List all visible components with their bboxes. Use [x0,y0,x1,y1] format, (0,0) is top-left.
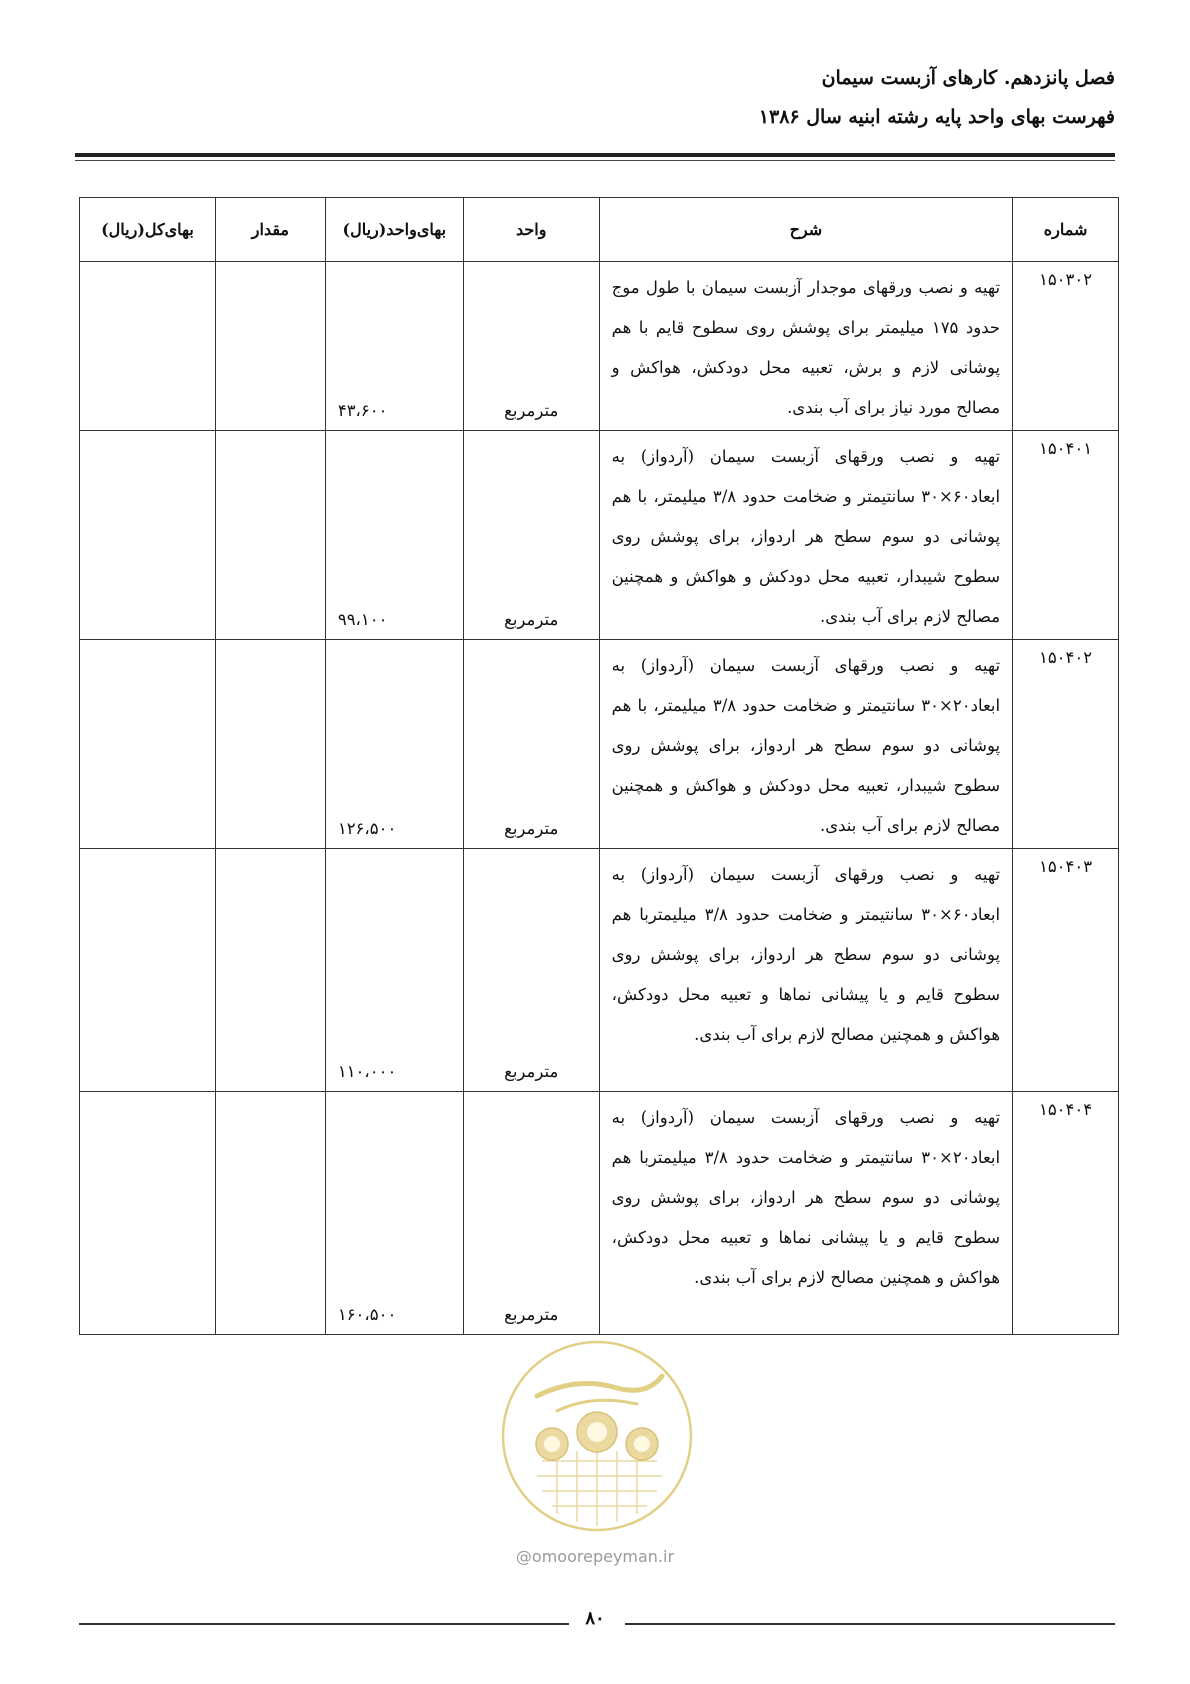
table-header-row [80,198,1119,262]
price-table [79,197,1119,1335]
item-quantity [215,431,325,640]
header-unit: واحد [463,198,599,262]
footer-rule-right [625,1623,1115,1625]
item-unit-price: ۴۳،۶۰۰ [325,262,463,431]
header-unit-price: بهای‌واحد(ریال) [325,198,463,262]
item-unit: مترمربع [463,640,599,849]
table-row [80,849,1119,1092]
item-total-price [80,431,216,640]
chapter-title: فصل پانزدهم. کارهای آزبست سیمان [821,67,1115,89]
document-subtitle: فهرست بهای واحد پایه رشته ابنیه سال ۱۳۸۶ [758,106,1115,128]
item-description: تهیه و نصب ورقهای آزبست سیمان (آردواز) به ابعاد۲۰×۳۰ سانتیمتر و ضخامت حدود ۳/۸ میلیمتربا هم پوشانی دو سوم سطح هر اردواز، برای پوشش روی سطوح قایم و یا پیشانی نماها و تعبیه محل دودکش، هواکش و همچنین مصالح لازم برای آب بندی. [599,1092,1012,1335]
item-unit-price: ۱۶۰،۵۰۰ [325,1092,463,1335]
item-number: ۱۵۰۴۰۴ [1013,1092,1119,1335]
table-row [80,1092,1119,1335]
item-description: تهیه و نصب ورقهای آزبست سیمان (آردواز) به ابعاد۶۰×۳۰ سانتیمتر و ضخامت حدود ۳/۸ میلیمتر، با هم پوشانی دو سوم سطح هر اردواز، برای پوشش روی سطوح شیبدار، تعبیه محل دودکش و هواکش و همچنین مصالح لازم برای آب بندی. [599,431,1012,640]
item-unit: مترمربع [463,431,599,640]
header-quantity: مقدار [215,198,325,262]
header-description: شرح [599,198,1012,262]
header-total-price: بهای‌کل(ریال) [80,198,216,262]
item-number: ۱۵۰۴۰۱ [1013,431,1119,640]
item-quantity [215,849,325,1092]
item-quantity [215,1092,325,1335]
item-number: ۱۵۰۳۰۲ [1013,262,1119,431]
header-rule-thin [75,160,1115,161]
item-description: تهیه و نصب ورقهای آزبست سیمان (آردواز) به ابعاد۲۰×۳۰ سانتیمتر و ضخامت حدود ۳/۸ میلیمتر، با هم پوشانی دو سوم سطح هر اردواز، برای پوشش روی سطوح شیبدار، تعبیه محل دودکش و هواکش و همچنین مصالح لازم برای آب بندی. [599,640,1012,849]
table-row [80,640,1119,849]
item-number: ۱۵۰۴۰۲ [1013,640,1119,849]
item-total-price [80,262,216,431]
footer-rule-left [79,1623,569,1625]
watermark-logo-icon [497,1336,697,1536]
header-rule-thick [75,153,1115,157]
item-quantity [215,640,325,849]
item-total-price [80,1092,216,1335]
item-unit-price: ۱۱۰،۰۰۰ [325,849,463,1092]
table-row [80,431,1119,640]
page-number: ۸۰ [585,1608,605,1629]
item-unit: مترمربع [463,849,599,1092]
header-number: شماره [1013,198,1119,262]
item-description: تهیه و نصب ورقهای موجدار آزبست سیمان با طول موج حدود ۱۷۵ میلیمتر برای پوشش روی سطوح قایم با هم پوشانی لازم و برش، تعبیه محل دودکش، هواکش و مصالح مورد نیاز برای آب بندی. [599,262,1012,431]
item-total-price [80,849,216,1092]
page-header [75,58,1115,136]
item-unit: مترمربع [463,1092,599,1335]
item-unit: مترمربع [463,262,599,431]
table-row [80,262,1119,431]
item-unit-price: ۱۲۶،۵۰۰ [325,640,463,849]
item-number: ۱۵۰۴۰۳ [1013,849,1119,1092]
item-unit-price: ۹۹،۱۰۰ [325,431,463,640]
item-description: تهیه و نصب ورقهای آزبست سیمان (آردواز) به ابعاد۶۰×۳۰ سانتیمتر و ضخامت حدود ۳/۸ میلیمتربا هم پوشانی دو سوم سطح هر اردواز، برای پوشش روی سطوح قایم و یا پیشانی نماها و تعبیه محل دودکش، هواکش و همچنین مصالح لازم برای آب بندی. [599,849,1012,1092]
watermark-url: @omoorepeyman.ir [515,1547,675,1566]
item-total-price [80,640,216,849]
item-quantity [215,262,325,431]
